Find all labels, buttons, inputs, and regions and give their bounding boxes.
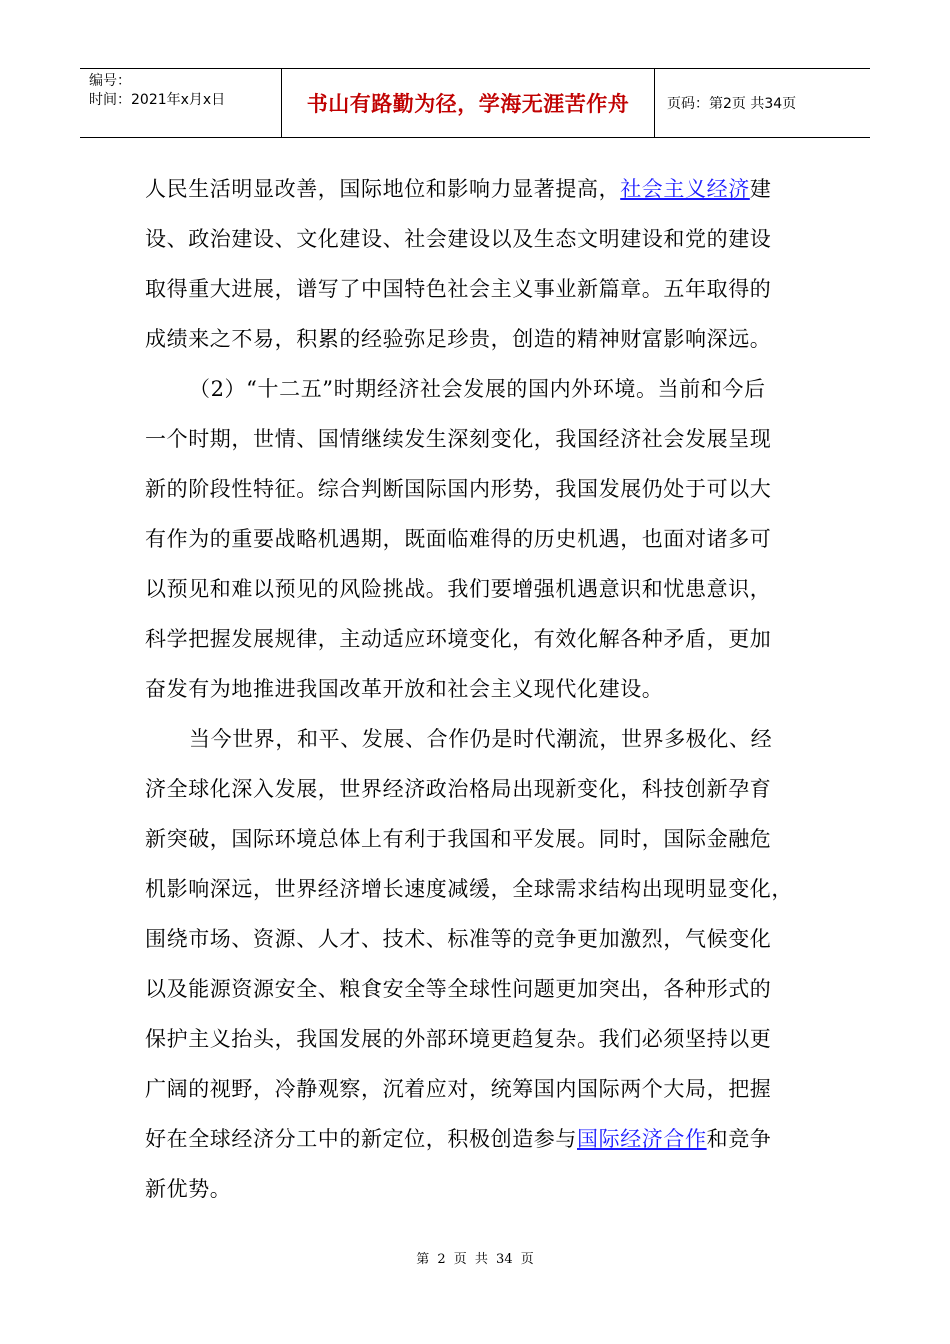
text-line: 以预见和难以预见的风险挑战。我们要增强机遇意识和忧患意识，: [145, 577, 772, 601]
link-international-economic-cooperation[interactable]: 国际经济合作: [577, 1127, 707, 1151]
text-line: 人民生活明显改善，国际地位和影响力显著提高，社会主义经济建: [145, 177, 772, 201]
text-line: 科学把握发展规律，主动适应环境变化，有效化解各种矛盾，更加: [145, 627, 772, 651]
text-line: 新的阶段性特征。综合判断国际国内形势，我国发展仍处于可以大: [145, 477, 772, 501]
text-line: 取得重大进展，谱写了中国特色社会主义事业新篇章。五年取得的: [145, 277, 772, 301]
text-line: 成绩来之不易，积累的经验弥足珍贵，创造的精神财富影响深远。: [145, 327, 772, 351]
text-line: 围绕市场、资源、人才、技术、标准等的竞争更加激烈，气候变化: [145, 927, 772, 951]
text-line: 一个时期，世情、国情继续发生深刻变化，我国经济社会发展呈现: [145, 427, 772, 451]
text-line: 保护主义抬头，我国发展的外部环境更趋复杂。我们必须坚持以更: [145, 1027, 772, 1051]
page-footer: 第 2 页 共 34 页: [416, 1252, 534, 1267]
section-heading-line: （2）“十二五”时期经济社会发展的国内外环境。当前和今后: [189, 377, 766, 401]
time-label: 时间：2021年x月x日: [89, 92, 226, 108]
document-body: [145, 164, 815, 1214]
text-line: 新突破，国际环境总体上有利于我国和平发展。同时，国际金融危: [145, 827, 772, 851]
page-header: [80, 68, 870, 138]
text-line: 以及能源资源安全、粮食安全等全球性问题更加突出，各种形式的: [145, 977, 772, 1001]
text-line: 奋发有为地推进我国改革开放和社会主义现代化建设。: [145, 677, 664, 701]
text-line: 好在全球经济分工中的新定位，积极创造参与国际经济合作和竞争: [145, 1127, 772, 1151]
header-page-info: 页码：第2页 共34页: [667, 96, 797, 112]
text-line: 广阔的视野，冷静观察，沉着应对，统筹国内国际两个大局，把握: [145, 1077, 772, 1101]
text-line: 设、政治建设、文化建设、社会建设以及生态文明建设和党的建设: [145, 227, 772, 251]
header-meta: [80, 69, 282, 137]
number-label: 编号：: [89, 73, 131, 89]
link-socialist-economy[interactable]: 社会主义经济: [620, 177, 750, 201]
text-line: 济全球化深入发展，世界经济政治格局出现新变化，科技创新孕育: [145, 777, 772, 801]
header-motto: 书山有路勤为径，学海无涯苦作舟: [282, 69, 655, 137]
text-line: 新优势。: [145, 1177, 232, 1201]
paragraph-start-line: 当今世界，和平、发展、合作仍是时代潮流，世界多极化、经: [189, 727, 773, 751]
text-line: 机影响深远，世界经济增长速度减缓，全球需求结构出现明显变化，: [145, 877, 793, 901]
text-line: 有作为的重要战略机遇期，既面临难得的历史机遇，也面对诸多可: [145, 527, 772, 551]
